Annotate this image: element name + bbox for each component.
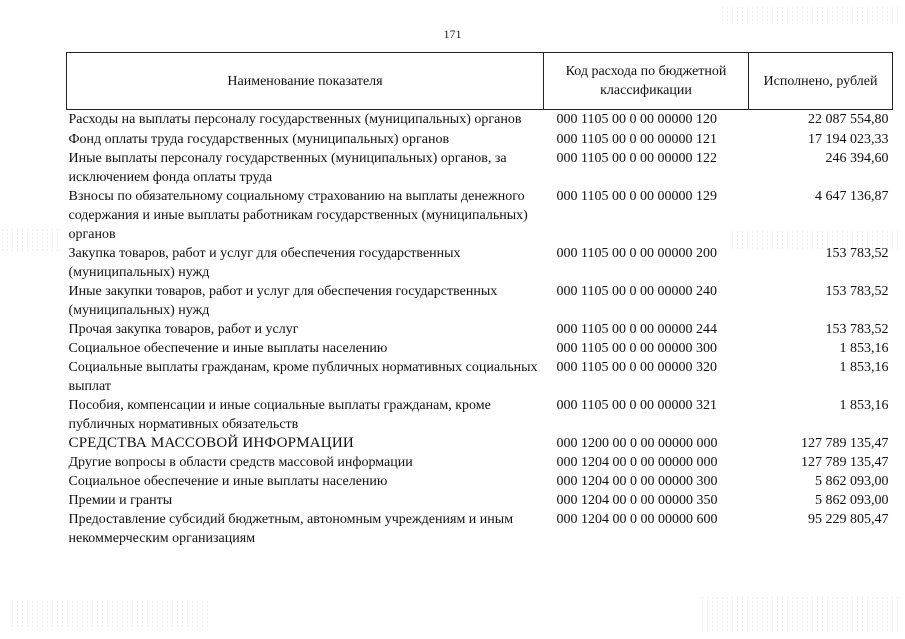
- row-executed-amount: 153 783,52: [825, 246, 889, 261]
- row-executed-amount: 1 853,16: [839, 341, 889, 356]
- table-row: [67, 453, 893, 472]
- row-executed-amount: 1 853,16: [839, 360, 889, 375]
- row-executed-amount: 1 853,16: [839, 398, 889, 413]
- row-executed-amount: 127 789 135,47: [801, 436, 889, 451]
- row-indicator-name: Взносы по обязательному социальному страхованию на выплаты денежного содержания и иные выплаты работникам государственных (муниципальных) органов: [68, 189, 528, 242]
- table-row: [67, 358, 893, 396]
- row-indicator-name: Пособия, компенсации и иные социальные выплаты гражданам, кроме публичных нормативных обязательств: [68, 398, 491, 432]
- scan-noise-bottom-left: [10, 600, 210, 630]
- table-row: [67, 396, 893, 434]
- table-row: [67, 510, 893, 548]
- table-row: [67, 130, 893, 149]
- row-executed-amount: 153 783,52: [825, 322, 889, 337]
- row-budget-code: 000 1105 00 0 00 00000 240: [556, 284, 717, 299]
- table-row: [67, 339, 893, 358]
- header-executed-amount: Исполнено, рублей: [749, 53, 893, 110]
- row-budget-code: 000 1105 00 0 00 00000 120: [556, 112, 717, 127]
- row-budget-code: 000 1105 00 0 00 00000 244: [556, 322, 717, 337]
- row-budget-code: 000 1105 00 0 00 00000 321: [556, 398, 717, 413]
- row-indicator-name: Премии и гранты: [68, 493, 173, 508]
- row-indicator-name: Социальное обеспечение и иные выплаты населению: [68, 341, 388, 356]
- row-indicator-name: СРЕДСТВА МАССОВОЙ ИНФОРМАЦИИ: [68, 435, 354, 451]
- row-executed-amount: 22 087 554,80: [808, 112, 889, 127]
- row-executed-amount: 17 194 023,33: [808, 132, 889, 147]
- row-budget-code: 000 1105 00 0 00 00000 121: [556, 132, 717, 147]
- table-body: [67, 110, 893, 549]
- page-number: 171: [443, 27, 462, 41]
- header-indicator-name: Наименование показателя: [67, 53, 544, 110]
- row-indicator-name: Другие вопросы в области средств массовой информации: [68, 455, 413, 470]
- table-row: [67, 320, 893, 339]
- row-indicator-name: Социальное обеспечение и иные выплаты населению: [68, 474, 388, 489]
- row-budget-code: 000 1204 00 0 00 00000 600: [556, 512, 718, 527]
- row-executed-amount: 127 789 135,47: [801, 455, 889, 470]
- row-budget-code: 000 1204 00 0 00 00000 350: [556, 493, 718, 508]
- header-budget-code: Код расхода по бюджетной классификации: [544, 53, 749, 110]
- row-indicator-name: Расходы на выплаты персоналу государственных (муниципальных) органов: [68, 112, 522, 127]
- row-indicator-name: Фонд оплаты труда государственных (муниципальных) органов: [68, 132, 450, 147]
- scan-noise-top-right: [720, 6, 900, 24]
- table-row: [67, 187, 893, 244]
- row-indicator-name: Социальные выплаты гражданам, кроме публичных нормативных социальных выплат: [68, 360, 538, 394]
- row-executed-amount: 5 862 093,00: [815, 493, 889, 508]
- row-budget-code: 000 1204 00 0 00 00000 300: [556, 474, 718, 489]
- row-executed-amount: 153 783,52: [825, 284, 889, 299]
- row-executed-amount: 4 647 136,87: [815, 189, 889, 204]
- table-row: [67, 472, 893, 491]
- row-budget-code: 000 1200 00 0 00 00000 000: [556, 436, 718, 451]
- row-budget-code: 000 1105 00 0 00 00000 300: [556, 341, 717, 356]
- row-executed-amount: 95 229 805,47: [808, 512, 889, 527]
- row-budget-code: 000 1204 00 0 00 00000 000: [556, 455, 718, 470]
- table-row: [67, 110, 893, 131]
- table-row-section: [67, 434, 893, 453]
- table-row: [67, 491, 893, 510]
- row-budget-code: 000 1105 00 0 00 00000 200: [556, 246, 717, 261]
- table-header: [67, 53, 893, 110]
- table-row: [67, 149, 893, 187]
- row-budget-code: 000 1105 00 0 00 00000 122: [556, 151, 717, 166]
- row-indicator-name: Предоставление субсидий бюджетным, автономным учреждениям и иным некоммерческим организациям: [68, 512, 514, 546]
- scan-noise-bottom-right: [700, 596, 900, 632]
- row-indicator-name: Закупка товаров, работ и услуг для обеспечения государственных (муниципальных) нужд: [68, 246, 461, 280]
- scan-noise-left: [0, 228, 60, 252]
- row-executed-amount: 5 862 093,00: [815, 474, 889, 489]
- row-indicator-name: Иные выплаты персоналу государственных (муниципальных) органов, за исключением фонда оплаты труда: [68, 151, 507, 185]
- row-budget-code: 000 1105 00 0 00 00000 320: [556, 360, 717, 375]
- expenditure-table: [66, 52, 893, 548]
- row-budget-code: 000 1105 00 0 00 00000 129: [556, 189, 717, 204]
- row-executed-amount: 246 394,60: [825, 151, 889, 166]
- row-indicator-name: Иные закупки товаров, работ и услуг для обеспечения государственных (муниципальных) нужд: [68, 284, 498, 318]
- table-row: [67, 282, 893, 320]
- table-row: [67, 244, 893, 282]
- row-indicator-name: Прочая закупка товаров, работ и услуг: [68, 322, 299, 337]
